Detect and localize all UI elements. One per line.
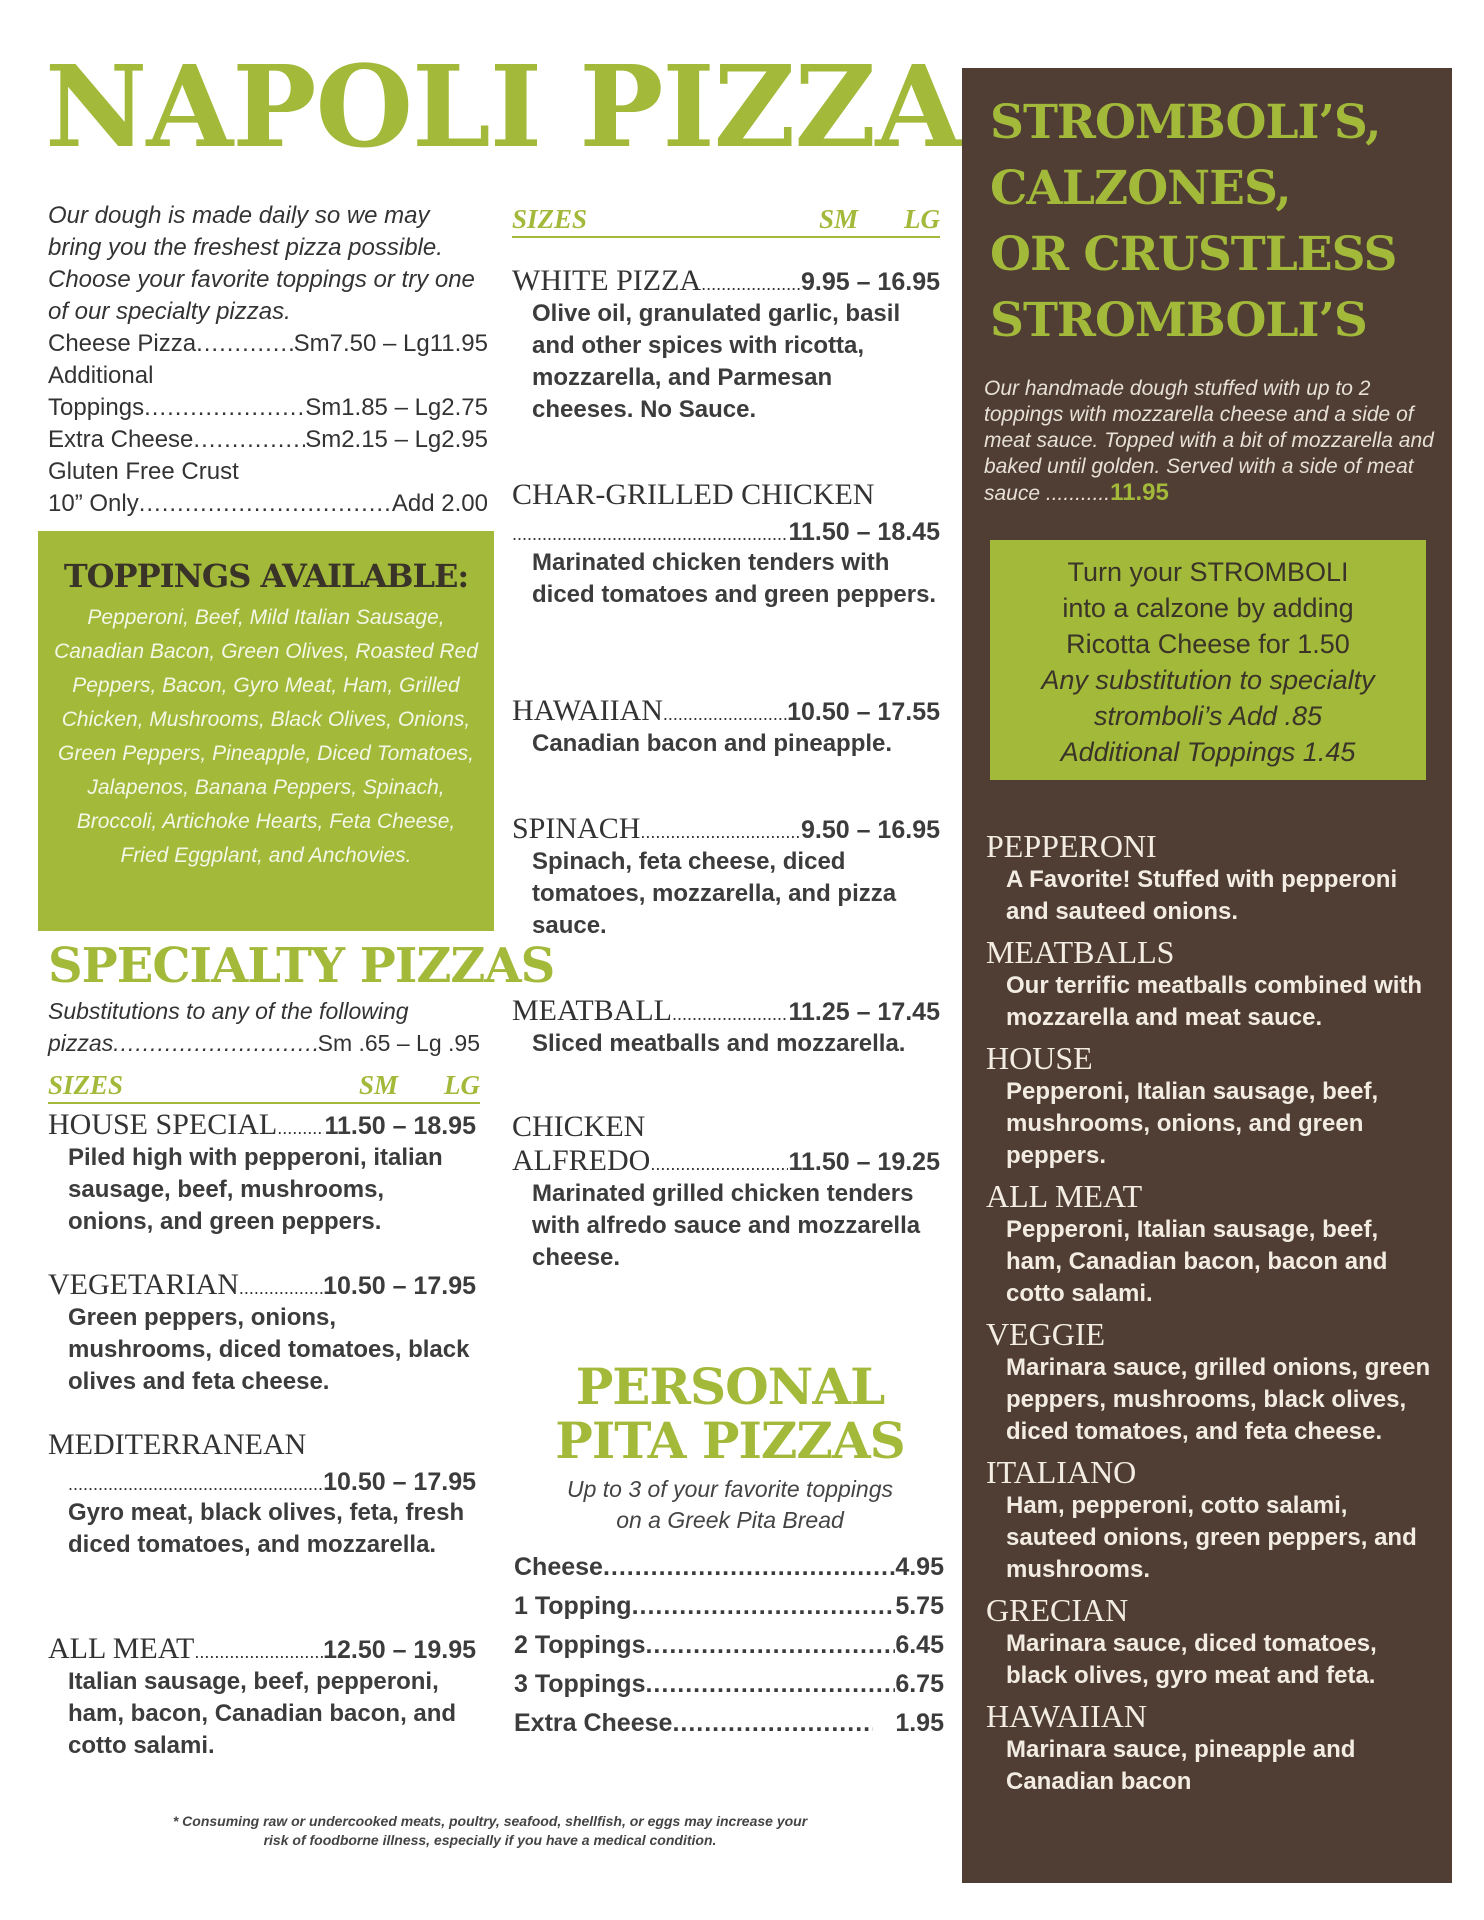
dot-leader — [139, 488, 392, 520]
item-price: 9.50 – 16.95 — [800, 816, 940, 844]
item-description: Marinara sauce, diced tomatoes, black olives, gyro meat and feta. — [1006, 1630, 1377, 1689]
item-name: SPINACH — [512, 812, 641, 845]
item-name: HOUSE — [986, 1040, 1093, 1076]
item-description: Marinara sauce, grilled onions, green peppers, mushrooms, black olives, diced tomatoes, and feta cheese. — [1006, 1354, 1431, 1445]
menu-item-meatball — [512, 994, 940, 1060]
item-name: CHICKEN — [512, 1110, 646, 1143]
item-price: 11.25 – 17.45 — [788, 998, 940, 1026]
item-name: ALL MEAT — [986, 1178, 1143, 1214]
list-item — [986, 828, 1436, 928]
subtitle-line: Up to 3 of your favorite toppings — [566, 1476, 894, 1502]
stromboli-intro — [984, 376, 1434, 507]
dot-leader — [194, 1642, 323, 1663]
item-description: Marinated chicken tenders with diced tomatoes and green peppers. — [532, 549, 937, 608]
extra-cheese-label: Extra Cheese — [48, 426, 194, 453]
calzone-box — [990, 540, 1426, 780]
item-name: ITALIANO — [986, 1454, 1137, 1490]
sizes-header-middle — [512, 204, 940, 238]
item-description: Pepperoni, Italian sausage, beef, mushrooms, onions, and green peppers. — [1006, 1078, 1379, 1169]
title-line: CALZONES, — [990, 161, 1291, 216]
gluten-size-label: 10” Only — [48, 490, 139, 517]
list-item — [986, 1454, 1436, 1586]
item-description: Green peppers, onions, mushrooms, diced tomatoes, black olives and feta cheese. — [68, 1304, 470, 1395]
pita-label: Cheese — [514, 1553, 603, 1581]
item-name: HAWAIIAN — [512, 694, 663, 727]
title-line: STROMBOLI’S — [990, 293, 1367, 348]
toppings-row — [48, 392, 488, 424]
item-name: GRECIAN — [986, 1592, 1129, 1628]
dot-leader — [68, 1474, 323, 1495]
item-price: 9.95 – 16.95 — [800, 268, 940, 296]
dot-leader — [113, 1027, 317, 1059]
personal-pita-subtitle — [510, 1474, 950, 1536]
item-name: WHITE PIZZA — [512, 264, 702, 297]
gluten-row — [48, 488, 488, 520]
item-price: 11.50 – 19.25 — [788, 1148, 940, 1176]
item-description: Our terrific meatballs combined with mozzarella and meat sauce. — [1006, 972, 1423, 1031]
item-name: MEATBALL — [512, 994, 672, 1027]
cheese-pizza-row — [48, 328, 488, 360]
dot-leader — [632, 1587, 896, 1626]
toppings-box — [38, 531, 494, 931]
menu-item-vegetarian — [48, 1268, 476, 1398]
title-line: PERSONAL — [575, 1357, 885, 1416]
dot-leader — [277, 1118, 324, 1139]
item-description: Piled high with pepperoni, italian sausage, beef, mushrooms, onions, and green peppers. — [68, 1144, 443, 1235]
calzone-line: into a calzone by adding — [1062, 593, 1354, 623]
dot-leader — [650, 1154, 788, 1175]
pita-price: 6.45 — [895, 1631, 944, 1659]
pita-label: 3 Toppings — [514, 1670, 646, 1698]
sizes-header-left — [48, 1069, 480, 1104]
specialty-sub-price: Sm .65 – Lg .95 — [317, 1030, 480, 1056]
item-name: ALFREDO — [512, 1144, 651, 1177]
calzone-line: Any substitution to specialty — [1041, 665, 1375, 695]
dot-leader — [196, 328, 294, 360]
stromboli-intro-text: Our handmade dough stuffed with up to 2 toppings with mozzarella cheese and a side of meat sauce. Topped with a bit of mozzarella and baked until golden. Served with a side of meat sauce — [984, 377, 1434, 505]
dot-leader — [603, 1548, 895, 1587]
dot-leader — [701, 274, 801, 295]
dot-leader — [663, 704, 787, 725]
menu-item-mediterranean — [48, 1428, 476, 1561]
title-line: PITA PIZZAS — [555, 1411, 905, 1470]
item-name: CHAR-GRILLED CHICKEN — [512, 478, 875, 511]
item-description: Canadian bacon and pineapple. — [532, 730, 893, 757]
sizes-label: SIZES — [48, 1070, 124, 1100]
personal-pita-title — [510, 1357, 950, 1470]
item-name: VEGGIE — [986, 1316, 1106, 1352]
dot-leader — [645, 1626, 895, 1665]
item-price: 11.50 – 18.45 — [788, 518, 940, 546]
list-item — [986, 934, 1436, 1034]
subtitle-line: on a Greek Pita Bread — [616, 1507, 844, 1533]
item-price: 12.50 – 19.95 — [323, 1636, 476, 1664]
list-item — [986, 1178, 1436, 1310]
item-description: Ham, pepperoni, cotto salami, sauteed onions, green peppers, and mushrooms. — [1006, 1492, 1417, 1583]
pita-price: 6.75 — [895, 1670, 944, 1698]
sm-label: SM — [358, 1070, 398, 1100]
item-description: Olive oil, granulated garlic, basil and other spices with ricotta, mozzarella, and Parmesan cheeses. No Sauce. — [532, 300, 901, 423]
item-description: Italian sausage, beef, pepperoni, ham, bacon, Canadian bacon, and cotto salami. — [68, 1668, 457, 1759]
list-item — [514, 1626, 944, 1665]
stromboli-list — [986, 828, 1436, 1804]
pita-label: Extra Cheese — [514, 1709, 673, 1737]
item-name: PEPPERONI — [986, 828, 1157, 864]
footnote-line: risk of foodborne illness, especially if you have a medical condition. — [263, 1832, 717, 1848]
item-price: 10.50 – 17.55 — [787, 698, 940, 726]
dot-leader: ........... — [1045, 482, 1111, 505]
pita-label: 1 Topping — [514, 1592, 632, 1620]
menu-item-all-meat — [48, 1632, 476, 1762]
pita-price-list — [514, 1548, 944, 1743]
lg-label: LG — [444, 1070, 480, 1100]
gluten-price: Add 2.00 — [391, 490, 488, 517]
calzone-line: Additional Toppings 1.45 — [1060, 737, 1356, 767]
specialty-subtitle — [48, 995, 480, 1104]
extra-cheese-row — [48, 424, 488, 456]
dot-leader — [512, 524, 788, 545]
item-name: MEATBALLS — [986, 934, 1175, 970]
list-item — [514, 1665, 944, 1704]
stromboli-title — [990, 90, 1440, 354]
specialty-title: SPECIALTY PIZZAS — [48, 938, 555, 994]
page-title: NAPOLI PIZZA — [45, 42, 962, 173]
specialty-sub-label: pizzas — [48, 1030, 114, 1056]
gluten-label: Gluten Free Crust — [48, 458, 239, 485]
item-price: 10.50 – 17.95 — [323, 1272, 476, 1300]
pita-price: 1.95 — [895, 1709, 944, 1737]
specialty-sub-row — [48, 1027, 480, 1059]
title-line: OR CRUSTLESS — [990, 227, 1397, 282]
item-description: Marinated grilled chicken tenders with alfredo sauce and mozzarella cheese. — [532, 1180, 921, 1271]
extra-cheese-price: Sm2.15 – Lg2.95 — [305, 426, 488, 453]
pita-price: 4.95 — [895, 1553, 944, 1581]
item-description: Pepperoni, Italian sausage, beef, ham, Canadian bacon, bacon and cotto salami. — [1006, 1216, 1388, 1307]
dot-leader — [640, 822, 801, 843]
menu-item-house-special — [48, 1108, 476, 1238]
footnote-line: * Consuming raw or undercooked meats, poultry, seafood, shellfish, or eggs may increase your — [172, 1813, 808, 1829]
title-line: STROMBOLI’S, — [990, 95, 1381, 150]
item-description: Marinara sauce, pineapple and Canadian bacon — [1006, 1736, 1356, 1795]
cheese-pizza-price: Sm7.50 – Lg11.95 — [293, 330, 488, 357]
list-item — [986, 1592, 1436, 1692]
list-item — [514, 1704, 944, 1743]
menu-item-spinach — [512, 812, 940, 942]
list-item — [514, 1587, 944, 1626]
dot-leader — [239, 1278, 323, 1299]
item-name: HAWAIIAN — [986, 1698, 1147, 1734]
list-item — [514, 1548, 944, 1587]
calzone-line: Turn your STROMBOLI — [1067, 557, 1349, 587]
pita-label: 2 Toppings — [514, 1631, 646, 1659]
pita-price: 5.75 — [895, 1592, 944, 1620]
lg-label: LG — [904, 204, 940, 234]
menu-item-chicken-alfredo — [512, 1110, 940, 1274]
sm-label: SM — [818, 204, 858, 234]
calzone-line: Ricotta Cheese for 1.50 — [1066, 629, 1350, 659]
item-price: 10.50 – 17.95 — [323, 1468, 476, 1496]
intro-section — [48, 200, 488, 520]
item-description: Gyro meat, black olives, feta, fresh diced tomatoes, and mozzarella. — [68, 1499, 465, 1558]
dot-leader — [144, 392, 305, 424]
dot-leader — [672, 1704, 873, 1743]
item-name: ALL MEAT — [48, 1632, 195, 1665]
calzone-line: stromboli’s Add .85 — [1093, 701, 1323, 731]
item-description: Spinach, feta cheese, diced tomatoes, mozzarella, and pizza sauce. — [532, 848, 897, 939]
cheese-pizza-label: Cheese Pizza — [48, 330, 197, 357]
additional-label: Additional — [48, 362, 154, 389]
dot-leader — [645, 1665, 895, 1704]
item-description: Sliced meatballs and mozzarella. — [532, 1030, 906, 1057]
specialty-sub-line: Substitutions to any of the following — [48, 998, 409, 1024]
toppings-list: Pepperoni, Beef, Mild Italian Sausage, Canadian Bacon, Green Olives, Roasted Red Peppers, Bacon, Gyro Meat, Ham, Grilled Chicken, Mushrooms, Black Olives, Onions, Green Peppers, Pineapple, Diced Tomatoes, Jalapenos, Banana Peppers, Spinach, Broccoli, Artichoke Hearts, Feta Cheese, Fried Eggplant, and Anchovies. — [54, 606, 478, 867]
list-item — [986, 1316, 1436, 1448]
stromboli-price: 11.95 — [1110, 479, 1169, 506]
item-name: MEDITERRANEAN — [48, 1428, 307, 1461]
item-name: HOUSE SPECIAL — [48, 1108, 278, 1141]
footnote — [110, 1812, 870, 1850]
item-name: VEGETARIAN — [48, 1268, 239, 1301]
stromboli-panel — [962, 68, 1452, 1883]
list-item — [986, 1698, 1436, 1798]
item-price: 11.50 – 18.95 — [324, 1112, 476, 1140]
menu-item-hawaiian — [512, 694, 940, 760]
list-item — [986, 1040, 1436, 1172]
toppings-price: Sm1.85 – Lg2.75 — [305, 394, 488, 421]
intro-text: Our dough is made daily so we may bring you the freshest pizza possible. Choose your favorite toppings or try one of our specialty pizzas. — [48, 202, 475, 325]
toppings-title: TOPPINGS AVAILABLE: — [63, 557, 469, 595]
item-description: A Favorite! Stuffed with pepperoni and sauteed onions. — [1006, 866, 1398, 925]
toppings-label: Toppings — [48, 394, 145, 421]
menu-item-white-pizza — [512, 264, 940, 426]
sizes-label: SIZES — [512, 204, 588, 234]
dot-leader — [193, 424, 305, 456]
dot-leader — [672, 1004, 788, 1025]
menu-item-char-grilled-chicken — [512, 478, 940, 611]
